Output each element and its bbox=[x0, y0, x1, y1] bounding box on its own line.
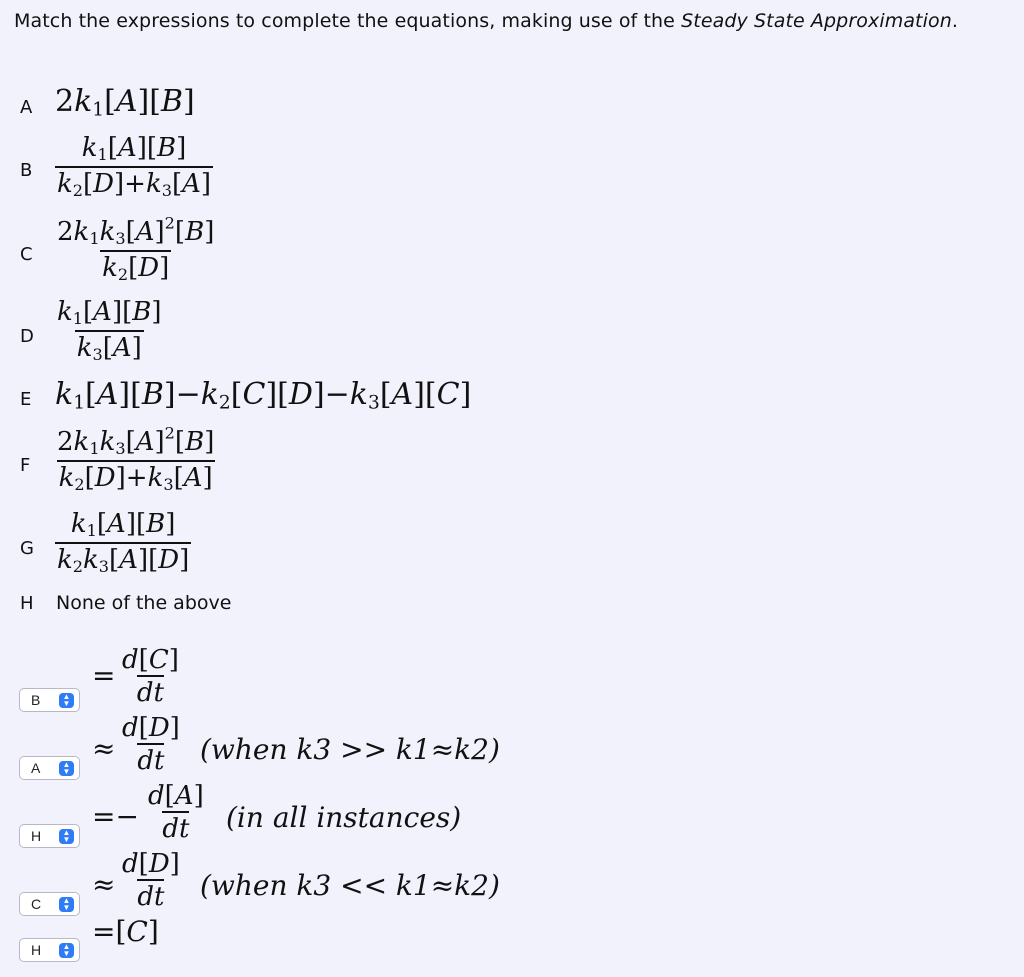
equals-minus-sign: =− bbox=[92, 800, 139, 833]
option-f-expression: $\frac{2k_1k_3[A]^2[B]}{k_2[D]+k_3[A]}$ bbox=[57, 423, 215, 494]
answer-select-3[interactable] bbox=[19, 824, 80, 848]
approx-sign: ≈ bbox=[92, 868, 116, 901]
option-c-expression: $\frac{2k_1k_3[A]^2[B]}{k_2[D]}$ bbox=[57, 213, 215, 284]
equation-4-fraction: d[D] dt bbox=[122, 849, 180, 912]
approx-sign: ≈ bbox=[92, 732, 116, 765]
equation-3-fraction: d[A] dt bbox=[148, 781, 204, 844]
equation-4-condition: (when k3 << k1≈k2) bbox=[200, 869, 500, 902]
select-value: C bbox=[31, 896, 42, 912]
equation-5-expression: =[C] bbox=[92, 915, 159, 948]
select-value: H bbox=[31, 942, 42, 958]
equation-2-condition: (when k3 >> k1≈k2) bbox=[200, 733, 500, 766]
equation-3-condition: (in all instances) bbox=[226, 801, 462, 834]
option-letter-c: C bbox=[20, 244, 33, 265]
option-a-expression: $2k_1[A][B]$ bbox=[55, 84, 195, 121]
equals-sign: = bbox=[92, 659, 116, 692]
select-chevron-icon: ▲ ▼ bbox=[59, 897, 74, 912]
option-b-expression: $\frac{k_1[A][B]}{k_2[D]+k_3[A]}$ bbox=[57, 133, 212, 200]
option-letter-a: A bbox=[20, 97, 33, 118]
option-letter-e: E bbox=[20, 389, 32, 410]
option-d-expression: $\frac{k_1[A][B]}{k_3[A]}$ bbox=[57, 297, 162, 364]
select-chevron-icon: ▲ ▼ bbox=[59, 761, 74, 776]
answer-select-2[interactable] bbox=[19, 756, 80, 780]
option-letter-d: D bbox=[20, 326, 34, 347]
answer-select-4[interactable] bbox=[19, 892, 80, 916]
select-chevron-icon: ▲ ▼ bbox=[59, 829, 74, 844]
option-letter-f: F bbox=[20, 455, 31, 476]
answer-select-1[interactable] bbox=[19, 688, 80, 712]
select-value: H bbox=[31, 828, 42, 844]
select-value: A bbox=[31, 760, 41, 776]
option-letter-g: G bbox=[20, 538, 34, 559]
select-chevron-icon: ▲ ▼ bbox=[59, 943, 74, 958]
equation-2-fraction: d[D] dt bbox=[122, 713, 180, 776]
option-h-text: None of the above bbox=[56, 592, 232, 614]
question-prompt: Match the expressions to complete the equations, making use of the Steady State Approximation. bbox=[14, 10, 958, 32]
answer-select-5[interactable] bbox=[19, 938, 80, 962]
select-value: B bbox=[31, 692, 41, 708]
equation-1-fraction: d[C] dt bbox=[122, 645, 179, 708]
option-letter-h: H bbox=[20, 593, 34, 614]
option-g-expression: $\frac{k_1[A][B]}{k_2k_3[A][D]}$ bbox=[57, 509, 190, 576]
option-e-expression: $k_1[A][B]-k_2[C][D]-k_3[A][C]$ bbox=[55, 377, 472, 414]
select-chevron-icon: ▲ ▼ bbox=[59, 693, 74, 708]
option-letter-b: B bbox=[20, 160, 33, 181]
